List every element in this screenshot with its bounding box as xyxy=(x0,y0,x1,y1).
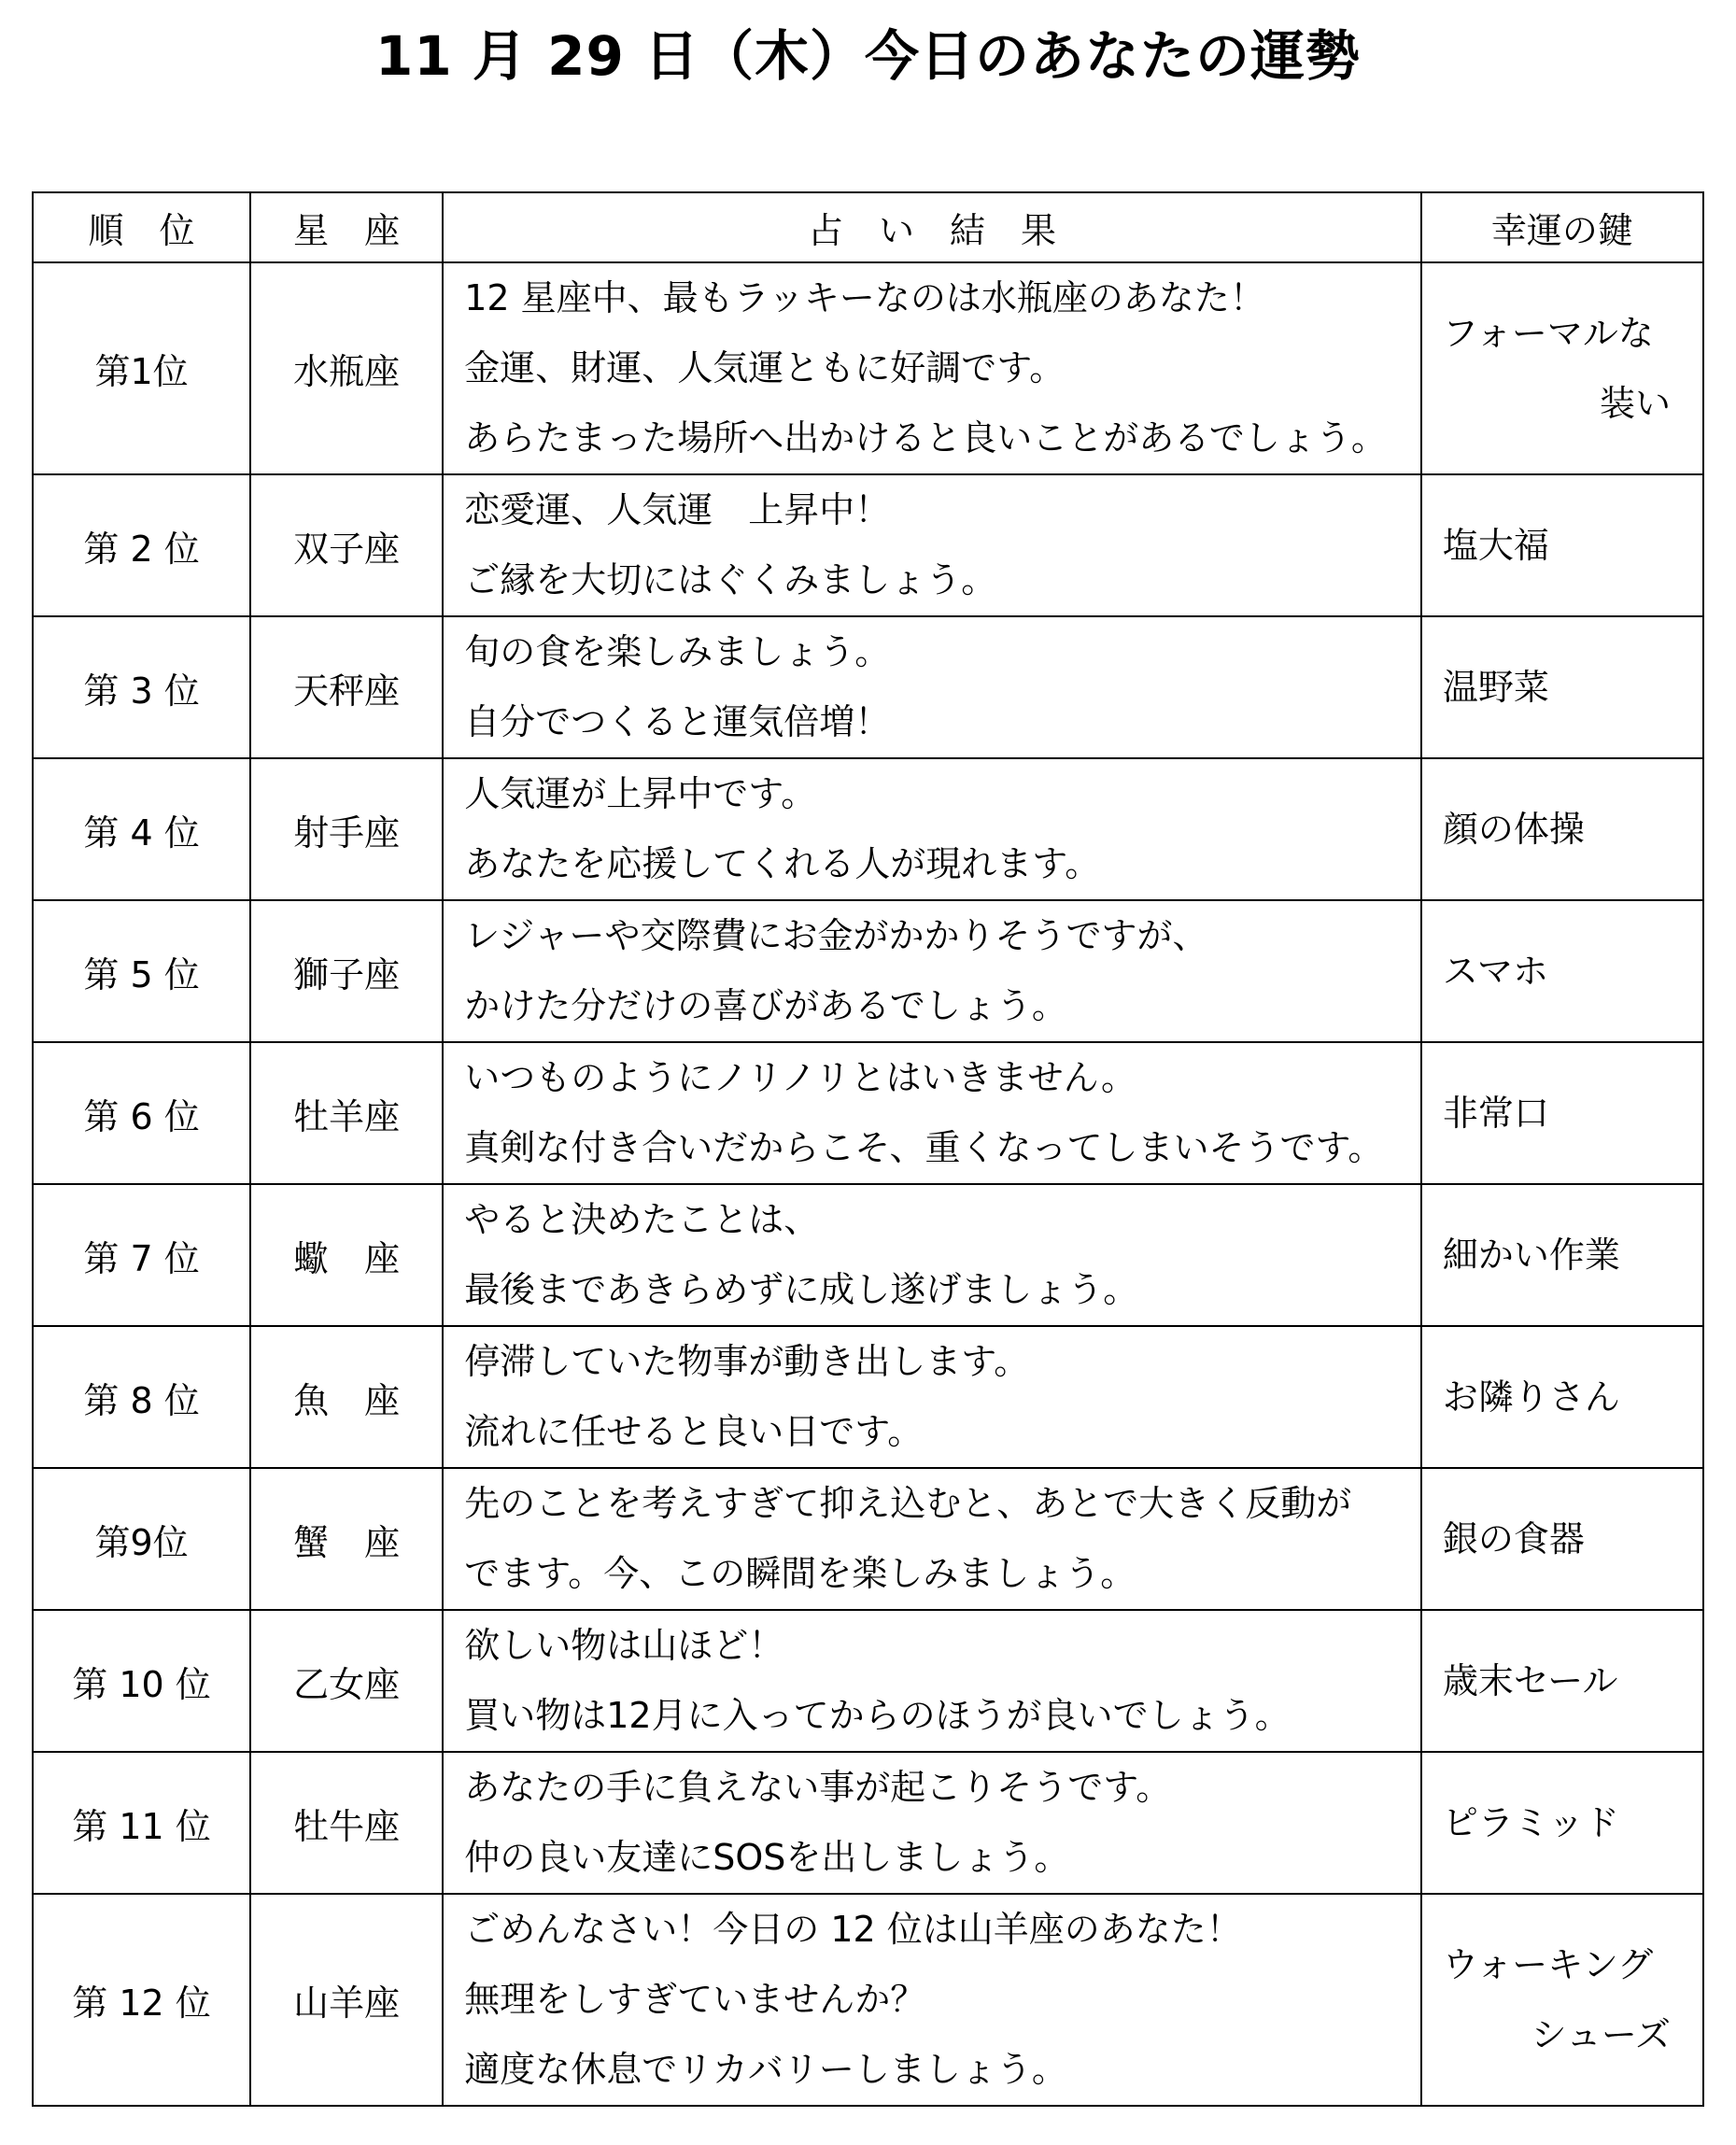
lucky-key-cell xyxy=(1421,616,1703,758)
table-row xyxy=(33,1042,1703,1184)
table-body xyxy=(33,262,1703,2106)
lucky-key-line: 温野菜 xyxy=(1442,666,1549,708)
table-row xyxy=(33,758,1703,900)
fortune-result-line: ご縁を大切にはぐくみましょう。 xyxy=(464,559,997,600)
fortune-ranking-table xyxy=(32,191,1704,2107)
fortune-result-line: やると決めたことは、 xyxy=(464,1199,820,1240)
fortune-result-cell xyxy=(443,1894,1421,2106)
header-sign: 星 座 xyxy=(250,192,443,262)
rank-cell: 第 2 位 xyxy=(33,474,250,616)
fortune-result-line: 最後まであきらめずに成し遂げましょう。 xyxy=(464,1269,1139,1310)
lucky-key-cell xyxy=(1421,1894,1703,2106)
lucky-key-line: シューズ xyxy=(1531,2013,1671,2055)
lucky-key-line: スマホ xyxy=(1442,950,1549,992)
table-row xyxy=(33,474,1703,616)
table-row xyxy=(33,1894,1703,2106)
fortune-result-cell xyxy=(443,262,1421,474)
fortune-result-line: 自分でつくると運気倍増！ xyxy=(464,701,891,742)
table-row xyxy=(33,616,1703,758)
zodiac-sign-cell: 双子座 xyxy=(250,474,443,616)
zodiac-sign-cell: 魚 座 xyxy=(250,1326,443,1468)
fortune-result-line: ごめんなさい！今日の 12 位は山羊座のあなた！ xyxy=(464,1909,1242,1950)
fortune-result-line: 旬の食を楽しみましょう。 xyxy=(464,631,891,672)
lucky-key-cell xyxy=(1421,474,1703,616)
fortune-result-line: 買い物は12月に入ってからのほうが良いでしょう。 xyxy=(464,1695,1291,1736)
fortune-result-line: 仲の良い友達にSOSを出しましょう。 xyxy=(464,1837,1070,1878)
table-row xyxy=(33,1326,1703,1468)
fortune-result-cell xyxy=(443,474,1421,616)
fortune-result-cell xyxy=(443,1468,1421,1610)
zodiac-sign-cell: 射手座 xyxy=(250,758,443,900)
lucky-key-cell xyxy=(1421,262,1703,474)
rank-cell: 第 5 位 xyxy=(33,900,250,1042)
fortune-result-line: 無理をしすぎていませんか？ xyxy=(464,1979,926,2020)
zodiac-sign-cell: 水瓶座 xyxy=(250,262,443,474)
rank-cell: 第 12 位 xyxy=(33,1894,250,2106)
rank-cell: 第 3 位 xyxy=(33,616,250,758)
fortune-result-cell xyxy=(443,1326,1421,1468)
fortune-result-line: あなたの手に負えない事が起こりそうです。 xyxy=(464,1767,1172,1808)
zodiac-sign-cell: 乙女座 xyxy=(250,1610,443,1752)
lucky-key-line: 塩大福 xyxy=(1442,524,1549,566)
table-row xyxy=(33,1752,1703,1894)
fortune-result-line: 人気運が上昇中です。 xyxy=(464,773,817,814)
fortune-result-line: いつものようにノリノリとはいきません。 xyxy=(464,1057,1136,1098)
lucky-key-cell xyxy=(1421,758,1703,900)
table-row xyxy=(33,1184,1703,1326)
table-row xyxy=(33,1468,1703,1610)
lucky-key-cell xyxy=(1421,1752,1703,1894)
lucky-key-line: 歳末セール xyxy=(1442,1659,1618,1701)
fortune-result-line: 金運、財運、人気運ともに好調です。 xyxy=(464,347,1066,388)
zodiac-sign-cell: 牡羊座 xyxy=(250,1042,443,1184)
fortune-result-line: 12 星座中、最もラッキーなのは水瓶座のあなた！ xyxy=(464,277,1265,318)
header-rank: 順 位 xyxy=(33,192,250,262)
rank-cell: 第 4 位 xyxy=(33,758,250,900)
lucky-key-line: ピラミッド xyxy=(1442,1801,1620,1843)
rank-cell: 第9位 xyxy=(33,1468,250,1610)
table-header-row xyxy=(33,192,1703,262)
rank-cell: 第 6 位 xyxy=(33,1042,250,1184)
lucky-key-line: 装い xyxy=(1599,382,1671,424)
fortune-result-line: あなたを応援してくれる人が現れます。 xyxy=(464,843,1101,884)
lucky-key-line: 細かい作業 xyxy=(1442,1234,1620,1276)
fortune-result-cell xyxy=(443,900,1421,1042)
rank-cell: 第1位 xyxy=(33,262,250,474)
zodiac-sign-cell: 牡牛座 xyxy=(250,1752,443,1894)
fortune-result-line: 真剣な付き合いだからこそ、重くなってしまいそうです。 xyxy=(464,1127,1384,1168)
fortune-result-line: でます。今、この瞬間を楽しみましょう。 xyxy=(464,1553,1136,1594)
table-row xyxy=(33,900,1703,1042)
table-row xyxy=(33,262,1703,474)
zodiac-sign-cell: 蟹 座 xyxy=(250,1468,443,1610)
fortune-result-line: 先のことを考えすぎて抑え込むと、あとで大きく反動が xyxy=(464,1483,1352,1524)
fortune-result-cell xyxy=(443,1610,1421,1752)
fortune-result-line: かけた分だけの喜びがあるでしょう。 xyxy=(464,985,1067,1026)
fortune-result-line: あらたまった場所へ出かけると良いことがあるでしょう。 xyxy=(464,417,1387,459)
fortune-result-cell xyxy=(443,1042,1421,1184)
lucky-key-cell xyxy=(1421,1468,1703,1610)
lucky-key-cell xyxy=(1421,1184,1703,1326)
zodiac-sign-cell: 天秤座 xyxy=(250,616,443,758)
zodiac-sign-cell: 蠍 座 xyxy=(250,1184,443,1326)
fortune-result-line: 停滞していた物事が動き出します。 xyxy=(464,1341,1030,1382)
header-lucky-key: 幸運の鍵 xyxy=(1421,192,1703,262)
header-result: 占 い 結 果 xyxy=(443,192,1421,262)
fortune-result-line: 流れに任せると良い日です。 xyxy=(464,1411,924,1452)
fortune-result-line: 恋愛運、人気運 上昇中！ xyxy=(464,489,891,530)
zodiac-sign-cell: 山羊座 xyxy=(250,1894,443,2106)
lucky-key-line: お隣りさん xyxy=(1442,1376,1620,1418)
rank-cell: 第 8 位 xyxy=(33,1326,250,1468)
fortune-result-cell xyxy=(443,758,1421,900)
lucky-key-line: 顔の体操 xyxy=(1442,808,1585,850)
lucky-key-line: フォーマルな xyxy=(1442,312,1654,354)
lucky-key-line: ウォーキング xyxy=(1442,1943,1654,1985)
lucky-key-cell xyxy=(1421,1326,1703,1468)
table-row xyxy=(33,1610,1703,1752)
rank-cell: 第 7 位 xyxy=(33,1184,250,1326)
fortune-result-cell xyxy=(443,1184,1421,1326)
page-title: 11 月 29 日（木）今日のあなたの運勢 xyxy=(374,24,1361,88)
fortune-result-cell xyxy=(443,616,1421,758)
fortune-result-line: 適度な休息でリカバリーしましょう。 xyxy=(464,2049,1067,2090)
zodiac-sign-cell: 獅子座 xyxy=(250,900,443,1042)
fortune-result-line: 欲しい物は山ほど！ xyxy=(464,1625,784,1666)
lucky-key-cell xyxy=(1421,1610,1703,1752)
fortune-result-line: レジャーや交際費にお金がかかりそうですが、 xyxy=(464,915,1208,956)
rank-cell: 第 10 位 xyxy=(33,1610,250,1752)
fortune-result-cell xyxy=(443,1752,1421,1894)
lucky-key-line: 銀の食器 xyxy=(1442,1517,1585,1559)
rank-cell: 第 11 位 xyxy=(33,1752,250,1894)
lucky-key-cell xyxy=(1421,900,1703,1042)
lucky-key-cell xyxy=(1421,1042,1703,1184)
lucky-key-line: 非常口 xyxy=(1442,1092,1549,1134)
